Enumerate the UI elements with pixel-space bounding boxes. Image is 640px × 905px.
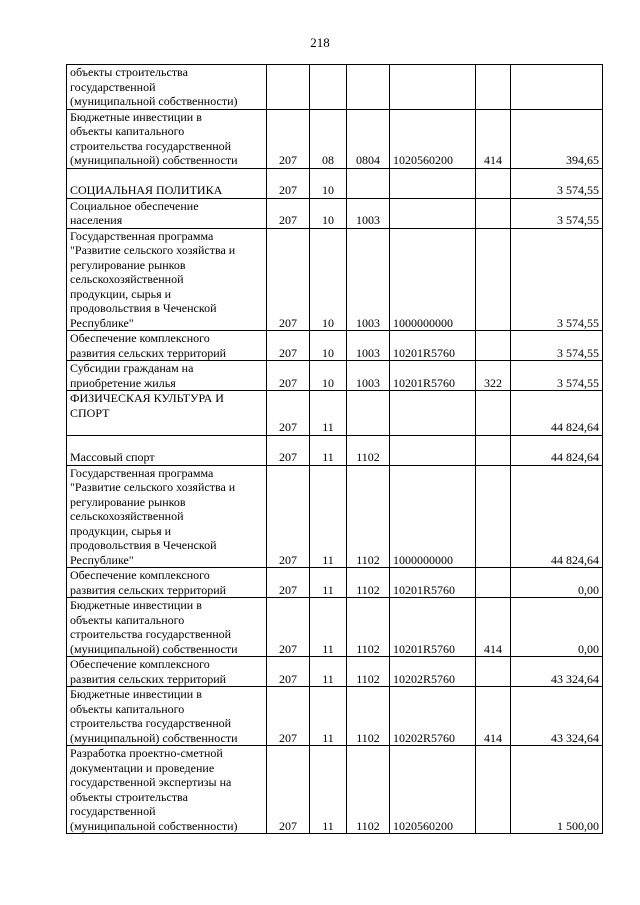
- target-article-cell: 1020560200: [390, 746, 476, 834]
- table-row: [67, 361, 603, 391]
- item-name-line: приобретение жилья: [70, 375, 176, 390]
- item-name-line: (муниципальной собственности): [70, 818, 238, 833]
- subsection-code-cell: [347, 391, 390, 436]
- expense-type-cell: 414: [476, 109, 511, 168]
- ved-code-cell: 207: [267, 391, 310, 436]
- item-name-line: Субсидии гражданам на: [70, 361, 194, 375]
- ved-code-cell: 207: [267, 657, 310, 687]
- amount-cell: 3 574,55: [511, 198, 603, 228]
- item-name-cell: [67, 746, 267, 834]
- table-row: [67, 331, 603, 361]
- item-name-line: объекты капитального: [70, 701, 185, 716]
- ved-code-cell: [267, 65, 310, 110]
- target-article-cell: [390, 435, 476, 465]
- amount-cell: 394,65: [511, 109, 603, 168]
- ved-code-cell: 207: [267, 168, 310, 198]
- page-number: 218: [310, 35, 330, 50]
- amount-cell: 1 500,00: [511, 746, 603, 834]
- target-article-cell: [390, 65, 476, 110]
- section-code-cell: 11: [310, 435, 347, 465]
- expense-type-cell: [476, 435, 511, 465]
- item-name-line: Обеспечение комплексного: [70, 568, 210, 582]
- item-name-line: "Развитие сельского хозяйства и: [70, 480, 236, 494]
- item-name-line: объекты строительства: [70, 65, 188, 79]
- item-name-cell: [67, 568, 267, 598]
- target-article-cell: 10201R5760: [390, 568, 476, 598]
- expense-type-cell: [476, 657, 511, 687]
- item-name-line: Государственная программа: [70, 465, 214, 480]
- item-name-line: развития сельских территорий: [70, 582, 227, 597]
- item-name-line: документации и проведение: [70, 760, 215, 775]
- amount-cell: 3 574,55: [511, 228, 603, 331]
- target-article-cell: 1000000000: [390, 465, 476, 568]
- budget-table-body: [67, 65, 603, 834]
- item-name-line: СПОРТ: [70, 405, 110, 420]
- item-name-cell: [67, 657, 267, 687]
- item-name-line: Бюджетные инвестиции в: [70, 687, 202, 701]
- item-name-cell: [67, 391, 267, 436]
- ved-code-cell: 207: [267, 109, 310, 168]
- table-row: [67, 198, 603, 228]
- subsection-code-cell: 1003: [347, 361, 390, 391]
- target-article-cell: 1020560200: [390, 109, 476, 168]
- table-row: [67, 391, 603, 436]
- subsection-code-cell: 1102: [347, 657, 390, 687]
- amount-cell: 43 324,64: [511, 657, 603, 687]
- table-row: [67, 568, 603, 598]
- amount-cell: 3 574,55: [511, 331, 603, 361]
- item-name-line: Массовый спорт: [70, 450, 155, 464]
- budget-table: [66, 64, 603, 834]
- table-row: [67, 598, 603, 657]
- item-name-line: продукции, сырья и: [70, 523, 172, 538]
- item-name-line: Разработка проектно-сметной: [70, 746, 223, 760]
- target-article-cell: [390, 168, 476, 198]
- item-name-line: объекты капитального: [70, 612, 185, 627]
- amount-cell: 44 824,64: [511, 435, 603, 465]
- section-code-cell: 10: [310, 331, 347, 361]
- item-name-cell: [67, 331, 267, 361]
- item-name-line: развития сельских территорий: [70, 671, 227, 686]
- target-article-cell: 10201R5760: [390, 331, 476, 361]
- item-name-line: продукции, сырья и: [70, 286, 172, 301]
- table-row: [67, 435, 603, 465]
- section-code-cell: 10: [310, 361, 347, 391]
- item-name-line: Обеспечение комплексного: [70, 331, 210, 345]
- ved-code-cell: 207: [267, 687, 310, 746]
- table-row: [67, 168, 603, 198]
- item-name-line: государственной: [70, 79, 156, 94]
- item-name-line: ФИЗИЧЕСКАЯ КУЛЬТУРА И: [70, 391, 224, 405]
- item-name-line: СОЦИАЛЬНАЯ ПОЛИТИКА: [70, 183, 223, 197]
- table-row: [67, 228, 603, 331]
- item-name-cell: [67, 168, 267, 198]
- ved-code-cell: 207: [267, 465, 310, 568]
- ved-code-cell: 207: [267, 746, 310, 834]
- item-name-line: [70, 420, 263, 435]
- target-article-cell: 10202R5760: [390, 687, 476, 746]
- table-row: [67, 465, 603, 568]
- section-code-cell: 11: [310, 657, 347, 687]
- table-row: [67, 657, 603, 687]
- subsection-code-cell: 1102: [347, 687, 390, 746]
- item-name-line: строительства государственной: [70, 138, 232, 153]
- section-code-cell: 10: [310, 168, 347, 198]
- item-name-line: Бюджетные инвестиции в: [70, 109, 202, 124]
- table-row: [67, 65, 603, 110]
- section-code-cell: 08: [310, 109, 347, 168]
- subsection-code-cell: [347, 168, 390, 198]
- subsection-code-cell: 1102: [347, 568, 390, 598]
- expense-type-cell: [476, 198, 511, 228]
- item-name-line: объекты строительства: [70, 789, 188, 804]
- item-name-line: развития сельских территорий: [70, 345, 227, 360]
- ved-code-cell: 207: [267, 198, 310, 228]
- item-name-cell: [67, 598, 267, 657]
- amount-cell: [511, 65, 603, 110]
- item-name-cell: [67, 687, 267, 746]
- item-name-cell: [67, 65, 267, 110]
- item-name-line: государственной экспертизы на: [70, 775, 232, 789]
- item-name-line: государственной: [70, 804, 156, 818]
- expense-type-cell: [476, 746, 511, 834]
- item-name-cell: [67, 198, 267, 228]
- item-name-line: Государственная программа: [70, 228, 214, 243]
- amount-cell: 44 824,64: [511, 391, 603, 436]
- section-code-cell: [310, 65, 347, 110]
- subsection-code-cell: 1003: [347, 331, 390, 361]
- subsection-code-cell: 1003: [347, 198, 390, 228]
- item-name-line: сельскохозяйственной: [70, 509, 184, 523]
- item-name-line: (муниципальной собственности): [70, 94, 238, 108]
- item-name-line: (муниципальной) собственности: [70, 153, 238, 167]
- amount-cell: 3 574,55: [511, 361, 603, 391]
- expense-type-cell: 414: [476, 598, 511, 657]
- ved-code-cell: 207: [267, 598, 310, 657]
- ved-code-cell: 207: [267, 568, 310, 598]
- target-article-cell: 10201R5760: [390, 598, 476, 657]
- section-code-cell: 11: [310, 598, 347, 657]
- section-code-cell: 11: [310, 687, 347, 746]
- item-name-line: Обеспечение комплексного: [70, 657, 210, 671]
- target-article-cell: [390, 198, 476, 228]
- subsection-code-cell: 1102: [347, 598, 390, 657]
- expense-type-cell: [476, 228, 511, 331]
- target-article-cell: [390, 391, 476, 436]
- expense-type-cell: [476, 391, 511, 436]
- target-article-cell: 10201R5760: [390, 361, 476, 391]
- item-name-cell: [67, 109, 267, 168]
- item-name-line: строительства государственной: [70, 716, 232, 730]
- amount-cell: 44 824,64: [511, 465, 603, 568]
- expense-type-cell: 322: [476, 361, 511, 391]
- subsection-code-cell: 1102: [347, 435, 390, 465]
- item-name-cell: [67, 228, 267, 331]
- subsection-code-cell: 1102: [347, 746, 390, 834]
- section-code-cell: 10: [310, 228, 347, 331]
- amount-cell: 0,00: [511, 568, 603, 598]
- subsection-code-cell: 1003: [347, 228, 390, 331]
- expense-type-cell: [476, 568, 511, 598]
- expense-type-cell: [476, 168, 511, 198]
- item-name-line: строительства государственной: [70, 627, 232, 641]
- item-name-line: (муниципальной) собственности: [70, 730, 238, 745]
- item-name-cell: [67, 435, 267, 465]
- amount-cell: 3 574,55: [511, 168, 603, 198]
- item-name-line: регулирование рынков: [70, 494, 186, 509]
- expense-type-cell: [476, 331, 511, 361]
- item-name-line: сельскохозяйственной: [70, 272, 184, 286]
- item-name-line: Бюджетные инвестиции в: [70, 598, 202, 612]
- item-name-line: "Развитие сельского хозяйства и: [70, 243, 236, 257]
- subsection-code-cell: 0804: [347, 109, 390, 168]
- ved-code-cell: 207: [267, 331, 310, 361]
- expense-type-cell: 414: [476, 687, 511, 746]
- item-name-line: продовольствия в Чеченской: [70, 538, 217, 552]
- target-article-cell: 1000000000: [390, 228, 476, 331]
- item-name-cell: [67, 465, 267, 568]
- item-name-cell: [67, 361, 267, 391]
- item-name-line: [70, 436, 263, 451]
- section-code-cell: 10: [310, 198, 347, 228]
- item-name-line: Республике": [70, 552, 134, 567]
- table-row: [67, 109, 603, 168]
- subsection-code-cell: [347, 65, 390, 110]
- ved-code-cell: 207: [267, 361, 310, 391]
- target-article-cell: 10202R5760: [390, 657, 476, 687]
- section-code-cell: 11: [310, 465, 347, 568]
- ved-code-cell: 207: [267, 435, 310, 465]
- table-row: [67, 687, 603, 746]
- table-row: [67, 746, 603, 834]
- amount-cell: 0,00: [511, 598, 603, 657]
- item-name-line: объекты капитального: [70, 124, 185, 138]
- amount-cell: 43 324,64: [511, 687, 603, 746]
- item-name-line: [70, 169, 263, 184]
- section-code-cell: 11: [310, 568, 347, 598]
- section-code-cell: 11: [310, 391, 347, 436]
- subsection-code-cell: 1102: [347, 465, 390, 568]
- item-name-line: населения: [70, 213, 123, 227]
- section-code-cell: 11: [310, 746, 347, 834]
- item-name-line: Республике": [70, 315, 134, 330]
- expense-type-cell: [476, 465, 511, 568]
- item-name-line: продовольствия в Чеченской: [70, 301, 217, 315]
- expense-type-cell: [476, 65, 511, 110]
- item-name-line: регулирование рынков: [70, 257, 186, 272]
- ved-code-cell: 207: [267, 228, 310, 331]
- item-name-line: (муниципальной) собственности: [70, 641, 238, 656]
- item-name-line: Социальное обеспечение: [70, 198, 199, 213]
